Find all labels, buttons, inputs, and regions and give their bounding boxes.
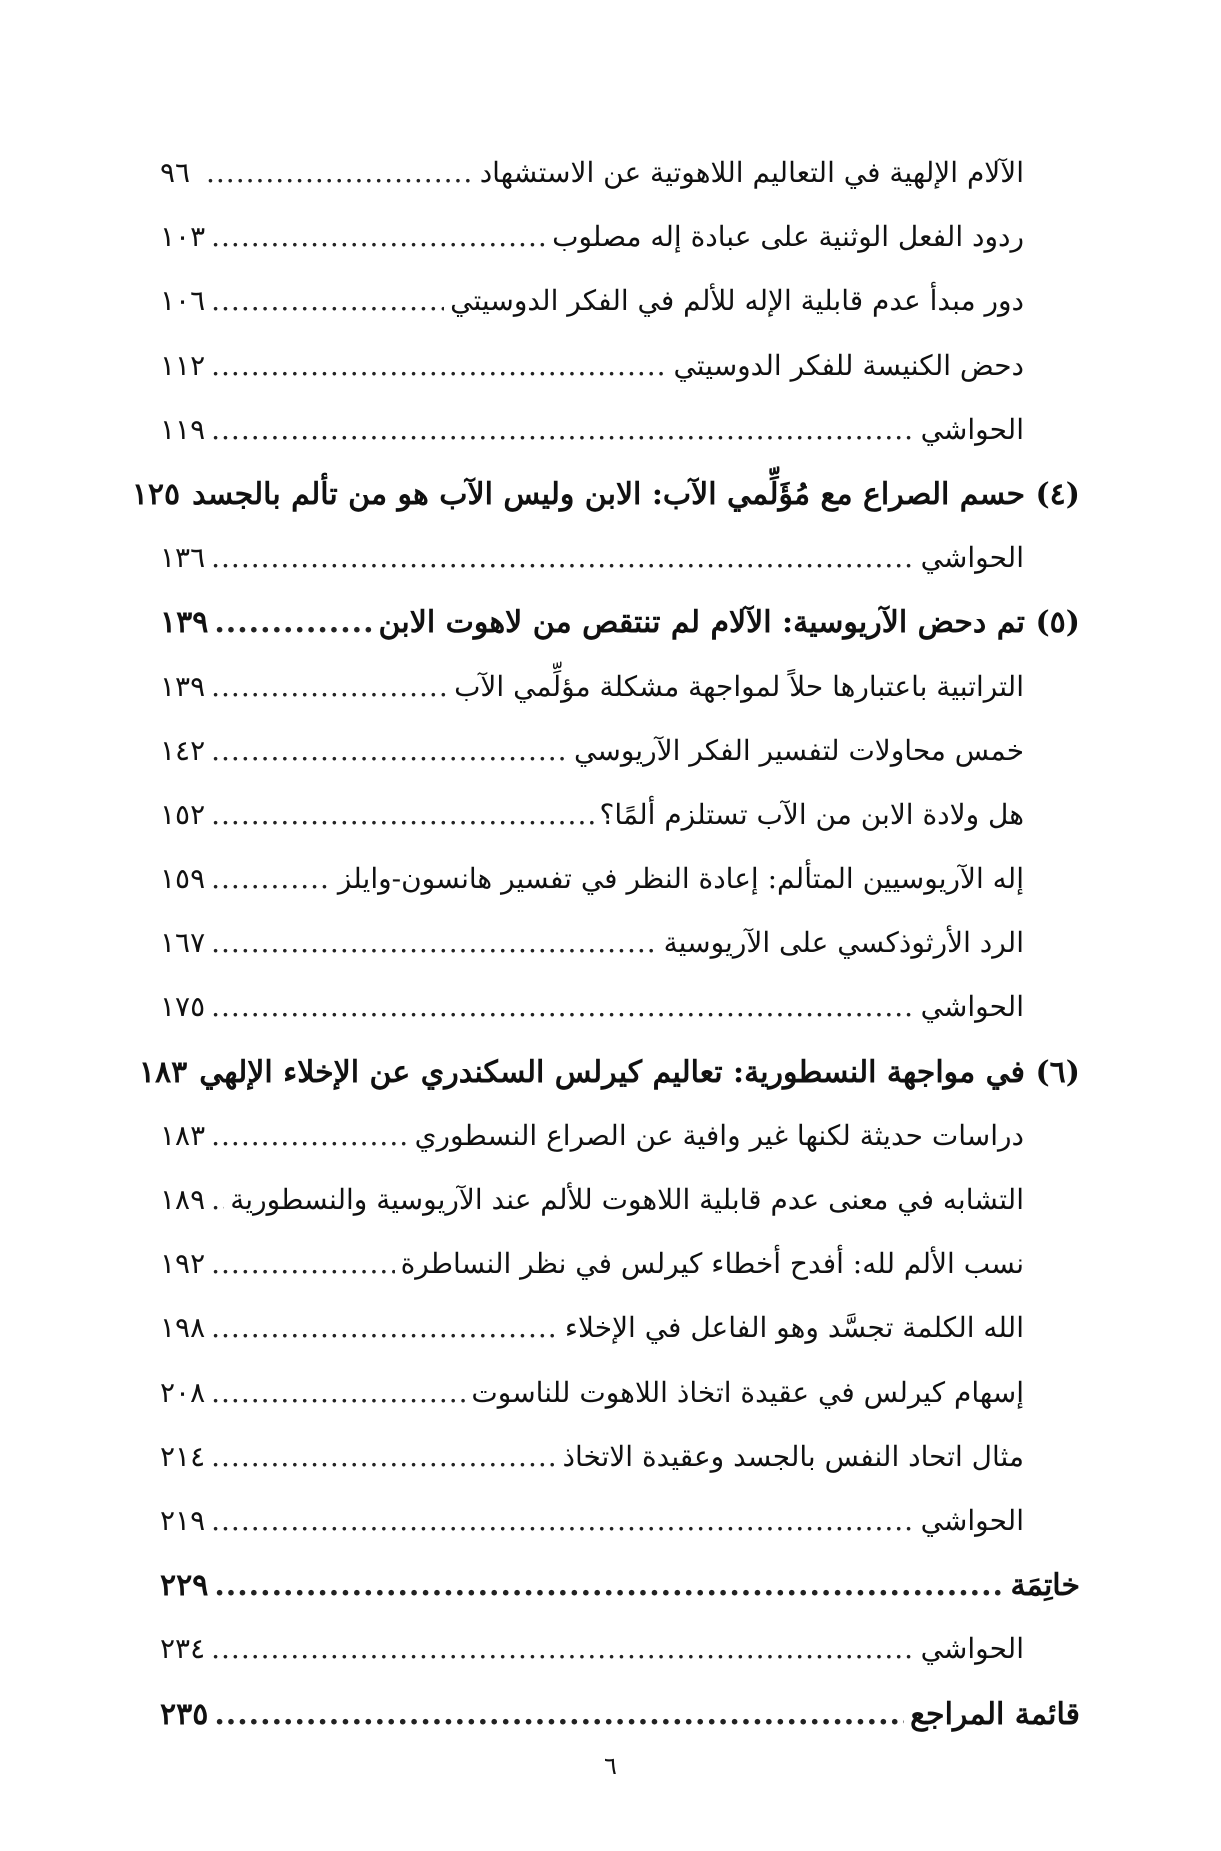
toc-page-number: ١٤٢: [160, 733, 206, 767]
toc-page-number: ١٨٩: [160, 1183, 206, 1216]
toc-entry-title: الحواشي: [920, 412, 1024, 446]
dot-leader: [206, 156, 474, 189]
toc-page-number: ١٩٢: [160, 1247, 206, 1281]
toc-entry: [160, 734, 1080, 798]
dot-leader: [211, 284, 444, 317]
toc-entry-title: الحواشي: [920, 1632, 1024, 1666]
toc-entry: [160, 670, 1080, 734]
dot-leader: [211, 1119, 408, 1152]
toc-page-number: ١٣٦: [160, 541, 206, 575]
dot-leader: [211, 1311, 559, 1344]
toc-page-number: ٢٣٥: [160, 1696, 209, 1732]
toc-page-number: ١٣٩: [160, 605, 209, 641]
toc-page-number: ١١٩: [160, 412, 206, 446]
toc-entry-title: خمس محاولات لتفسير الفكر الآريوسي: [574, 733, 1024, 767]
toc-page-number: ٩٦: [160, 156, 191, 189]
toc-page-number: ٢١٩: [160, 1503, 206, 1537]
toc-chapter-title: (٦) في مواجهة النسطورية: تعاليم كيرلس السكندري عن الإخلاء الإلهي: [199, 1054, 1080, 1090]
toc-page-number: ٢١٤: [160, 1439, 206, 1473]
dot-leader: [211, 1183, 224, 1216]
toc-chapter-entry: [160, 605, 1080, 669]
toc-entry: [160, 1632, 1080, 1696]
toc-page-number: ١٢٥: [131, 476, 181, 512]
toc-entry: [160, 1311, 1080, 1375]
toc-entry-title: الحواشي: [920, 1503, 1024, 1537]
table-of-contents: [131, 156, 1080, 1761]
dot-leader: [211, 541, 914, 574]
toc-page-number: ١٥٩: [160, 862, 206, 896]
toc-page-number: ١١٢: [160, 348, 206, 382]
toc-entry: [160, 1440, 1080, 1504]
toc-entry: [160, 1183, 1080, 1247]
toc-page-number: ١٣٩: [160, 669, 206, 703]
dot-leader: [211, 670, 448, 703]
dot-leader: [214, 1697, 904, 1732]
toc-entry: [160, 1247, 1080, 1311]
dot-leader: [211, 926, 658, 959]
toc-entry-title: الرد الأرثوذكسي على الآريوسية: [663, 926, 1024, 960]
dot-leader: [211, 990, 914, 1023]
dot-leader: [214, 605, 372, 640]
toc-entry: [160, 798, 1080, 862]
dot-leader: [211, 734, 568, 767]
toc-page-number: ١٦٧: [160, 926, 206, 960]
footer-page-number: ٦: [604, 1752, 617, 1780]
toc-chapter-entry: [131, 476, 1080, 541]
toc-entry-title: دراسات حديثة لكنها غير وافية عن الصراع النسطوري: [414, 1118, 1024, 1152]
toc-entry: [160, 1376, 1080, 1440]
toc-entry-title: هل ولادة الابن من الآب تستلزم ألمًا؟: [599, 797, 1024, 831]
toc-page-number: ١٨٣: [138, 1054, 188, 1090]
toc-entry-title: التشابه في معنى عدم قابلية اللاهوت للألم عند الآريوسية والنسطورية: [230, 1183, 1024, 1216]
toc-entry-title: الله الكلمة تجسَّد وهو الفاعل في الإخلاء: [564, 1311, 1024, 1345]
toc-entry: [160, 990, 1080, 1054]
toc-entry-title: إله الآريوسيين المتألم: إعادة النظر في تفسير هانسون-وايلز: [337, 862, 1024, 896]
toc-page-number: ١٠٦: [160, 284, 206, 318]
toc-page-number: ٢٢٩: [160, 1568, 209, 1604]
toc-page-number: ١٧٥: [160, 990, 206, 1024]
toc-entry: [160, 1119, 1080, 1183]
toc-entry-title: دور مبدأ عدم قابلية الإله للألم في الفكر الدوسيتي: [450, 284, 1024, 318]
dot-leader: [211, 1504, 914, 1537]
toc-entry: [160, 862, 1080, 926]
page-footer: [0, 1752, 1221, 1780]
toc-page-number: ١٨٣: [160, 1118, 206, 1152]
toc-chapter-entry: [160, 1568, 1080, 1632]
toc-entry-title: مثال اتحاد النفس بالجسد وعقيدة الاتخاذ: [562, 1439, 1024, 1473]
toc-entry: [160, 220, 1080, 284]
dot-leader: [211, 349, 667, 382]
toc-entry-title: التراتبية باعتبارها حلاً لمواجهة مشكلة مؤلِّمي الآب: [454, 669, 1024, 703]
dot-leader: [211, 798, 593, 831]
toc-entry-title: إسهام كيرلس في عقيدة اتخاذ اللاهوت للناسوت: [471, 1375, 1024, 1409]
dot-leader: [211, 220, 546, 253]
toc-entry: [160, 1504, 1080, 1568]
dot-leader: [211, 1632, 914, 1665]
toc-page-number: ١٩٨: [160, 1311, 206, 1345]
toc-chapter-title: خاتِمَة: [1010, 1568, 1080, 1604]
toc-entry-title: الحواشي: [920, 541, 1024, 575]
dot-leader: [211, 1376, 465, 1409]
dot-leader: [211, 1247, 394, 1280]
toc-page-number: ١٥٢: [160, 797, 206, 831]
dot-leader: [211, 862, 332, 895]
toc-entry: [160, 156, 1080, 220]
toc-entry-title: نسب الألم لله: أفدح أخطاء كيرلس في نظر النساطرة: [400, 1247, 1024, 1281]
dot-leader: [214, 1568, 1004, 1603]
toc-entry-title: دحض الكنيسة للفكر الدوسيتي: [673, 348, 1024, 382]
toc-entry-title: الحواشي: [920, 990, 1024, 1024]
toc-entry: [160, 541, 1080, 605]
dot-leader: [211, 1440, 556, 1473]
toc-entry: [160, 926, 1080, 990]
toc-chapter-entry: [138, 1054, 1080, 1119]
toc-entry-title: الآلام الإلهية في التعاليم اللاهوتية عن الاستشهاد: [479, 156, 1024, 189]
toc-entry: [160, 284, 1080, 348]
toc-entry-title: ردود الفعل الوثنية على عبادة إله مصلوب: [552, 220, 1024, 254]
toc-page-number: ١٠٣: [160, 220, 206, 254]
toc-chapter-title: (٥) تم دحض الآريوسية: الآلام لم تنتقص من لاهوت الابن: [378, 605, 1080, 641]
toc-entry: [160, 349, 1080, 413]
dot-leader: [211, 413, 914, 446]
toc-page-number: ٢٠٨: [160, 1375, 206, 1409]
toc-page-number: ٢٣٤: [160, 1632, 206, 1666]
toc-chapter-title: (٤) حسم الصراع مع مُؤَلِّمي الآب: الابن وليس الآب هو من تألم بالجسد: [192, 476, 1080, 512]
toc-chapter-title: قائمة المراجع: [910, 1696, 1080, 1732]
toc-entry: [160, 413, 1080, 477]
